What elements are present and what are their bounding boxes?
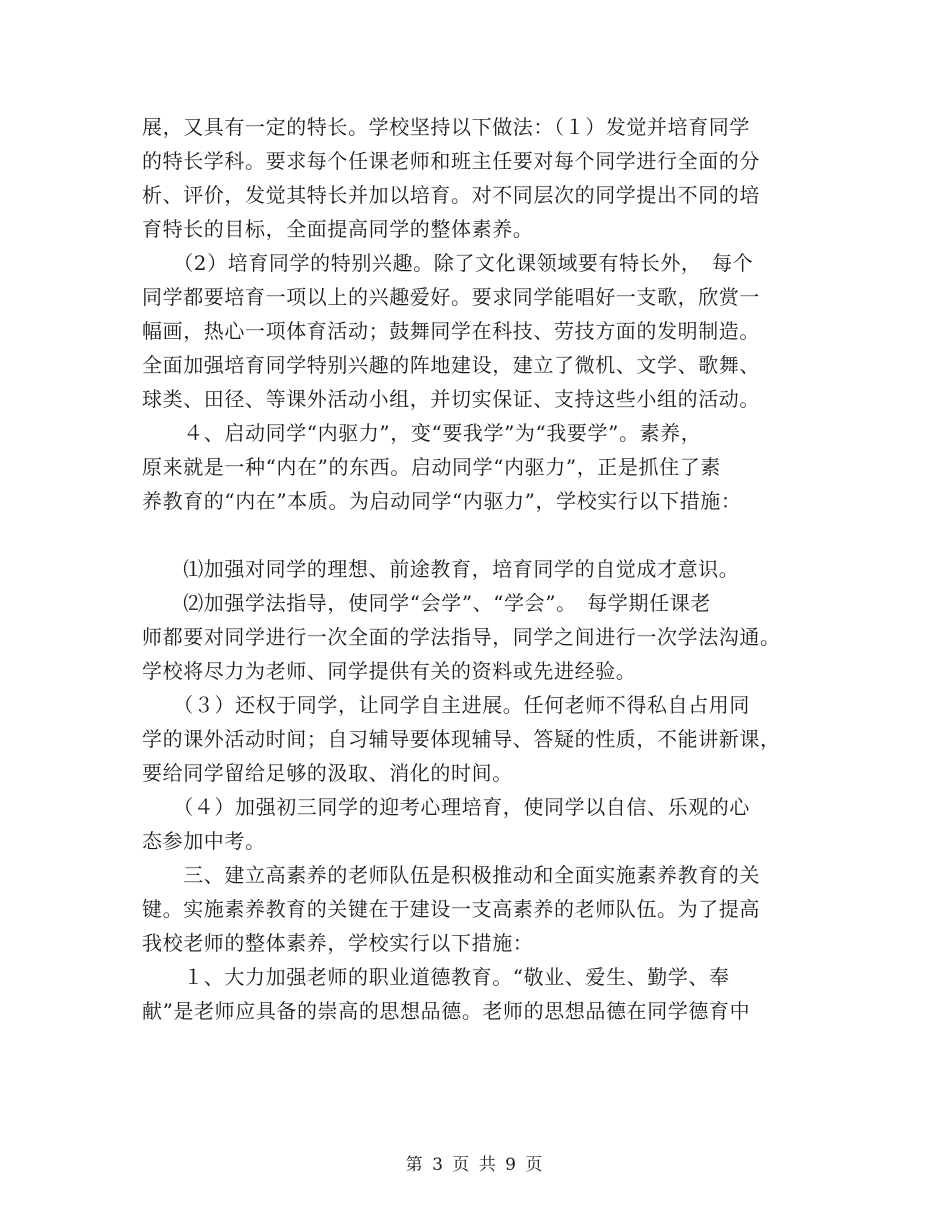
text-line: 全面加强培育同学特别兴趣的阵地建设，建立了微机、文学、歌舞、	[142, 353, 760, 377]
text-line: １、大力加强老师的职业道德教育。“敬业、爱生、勤学、奉	[142, 965, 730, 989]
text-line: 球类、田径、等课外活动小组，并切实保证、支持这些小组的活动。	[142, 387, 760, 411]
text-line: 学的课外活动时间；自习辅导要体现辅导、答疑的性质，不能讲新课，	[142, 727, 781, 751]
text-line: ⑵加强学法指导，使同学“会学”、“学会”。 每学期任课老	[142, 591, 711, 615]
text-line: 三、建立高素养的老师队伍是积极推动和全面实施素养教育的关	[142, 863, 760, 887]
text-line: 的特长学科。要求每个任课老师和班主任要对每个同学进行全面的分	[142, 149, 760, 173]
text-line: 同学都要培育一项以上的兴趣爱好。要求同学能唱好一支歌，欣赏一	[142, 285, 760, 309]
text-line: 原来就是一种“内在”的东西。启动同学“内驱力”，正是抓住了素	[142, 455, 721, 479]
page-number-footer: 第 3 页 共 9 页	[405, 1155, 545, 1175]
text-line: 要给同学留给足够的汲取、消化的时间。	[142, 761, 513, 785]
text-line: （４）加强初三同学的迎考心理培育，使同学以自信、乐观的心	[142, 795, 750, 819]
text-line: 育特长的目标，全面提高同学的整体素养。	[142, 217, 534, 241]
text-line: 展，又具有一定的特长。学校坚持以下做法：（１）发觉并培育同学	[142, 115, 750, 139]
text-line: 我校老师的整体素养，学校实行以下措施：	[142, 931, 534, 955]
text-line: （2）培育同学的特别兴趣。除了文化课领域要有特长外， 每个	[142, 251, 754, 275]
document-body	[142, 110, 822, 1028]
text-line: 析、评价，发觉其特长并加以培育。对不同层次的同学提出不同的培	[142, 183, 760, 207]
text-line: 养教育的“内在”本质。为启动同学“内驱力”，学校实行以下措施：	[142, 489, 742, 513]
text-line: 态参加中考。	[142, 829, 266, 853]
text-line: 学校将尽力为老师、同学提供有关的资料或先进经验。	[142, 659, 637, 683]
text-line: 献”是老师应具备的崇高的思想品德。老师的思想品德在同学德育中	[142, 999, 751, 1023]
paragraph-gap	[142, 518, 822, 552]
text-line: 键。实施素养教育的关键在于建设一支高素养的老师队伍。为了提高	[142, 897, 760, 921]
text-line: ４、启动同学“内驱力”，变“要我学”为“我要学”。素养，	[142, 421, 702, 445]
text-line: 幅画，热心一项体育活动；鼓舞同学在科技、劳技方面的发明制造。	[142, 319, 760, 343]
text-line: （３）还权于同学，让同学自主进展。任何老师不得私自占用同	[142, 693, 750, 717]
text-line: ⑴加强对同学的理想、前途教育，培育同学的自觉成才意识。	[142, 557, 740, 581]
text-line: 师都要对同学进行一次全面的学法指导，同学之间进行一次学法沟通。	[142, 625, 781, 649]
